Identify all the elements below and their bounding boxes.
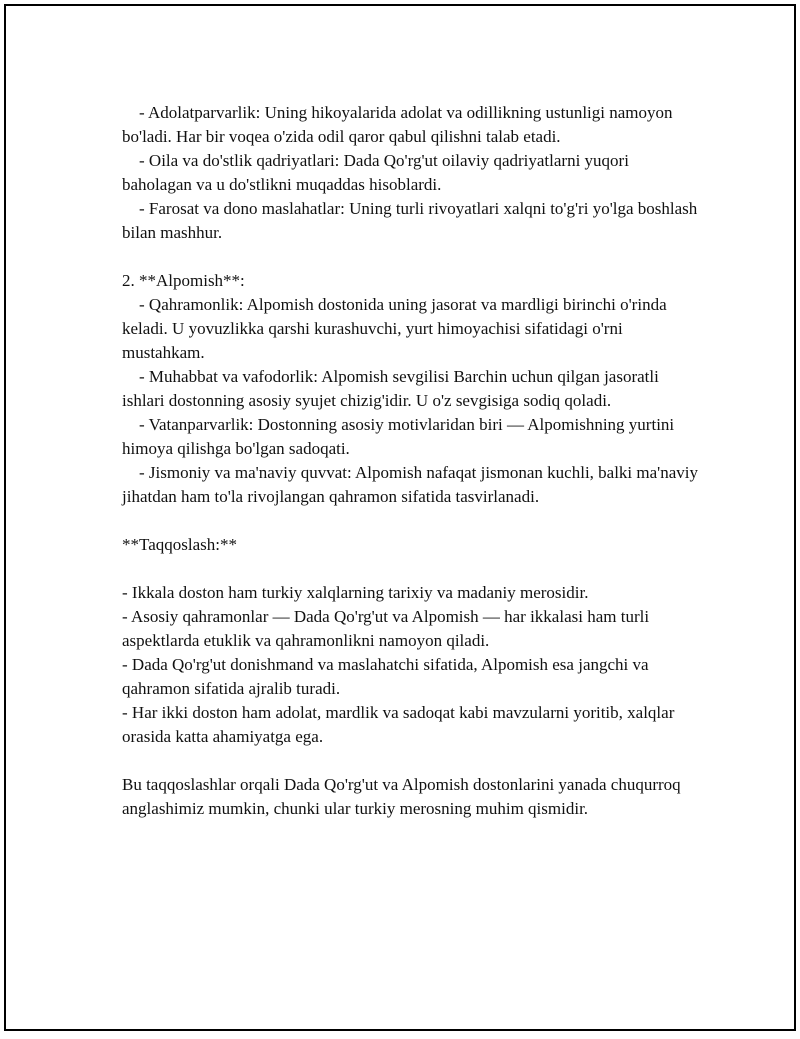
paragraph-gap <box>122 749 702 773</box>
comparison-heading: **Taqqoslash:** <box>122 535 237 554</box>
comparison-item: - Ikkala doston ham turkiy xalqlarning tarixiy va madaniy merosidir. <box>122 583 589 602</box>
section1-item: - Adolatparvarlik: Uning hikoyalarida adolat va odillikning ustunligi namoyon bo'ladi. Har bir voqea o'zida odil qaror qabul qilishni talab etadi. <box>122 103 677 146</box>
comparison-item: - Asosiy qahramonlar — Dada Qo'rg'ut va Alpomish — har ikkalasi ham turli aspektlarda etuklik va qahramonlikni namoyon qiladi. <box>122 607 654 650</box>
paragraph-gap <box>122 509 702 533</box>
section2-item: - Jismoniy va ma'naviy quvvat: Alpomish nafaqat jismonan kuchli, balki ma'naviy jihatdan ham to'la rivojlangan qahramon sifatida tasvirlanadi. <box>122 463 703 506</box>
section2-item: - Vatanparvarlik: Dostonning asosiy motivlaridan biri — Alpomishning yurtini himoya qilishga bo'lgan sadoqati. <box>122 415 679 458</box>
section1-item: - Oila va do'stlik qadriyatlari: Dada Qo'rg'ut oilaviy qadriyatlarni yuqori baholagan va u do'stlikni muqaddas hisoblardi. <box>122 151 634 194</box>
section1-item: - Farosat va dono maslahatlar: Uning turli rivoyatlari xalqni to'g'ri yo'lga boshlash bilan mashhur. <box>122 199 702 242</box>
document-body <box>122 101 702 821</box>
paragraph-gap <box>122 245 702 269</box>
section2-item: - Muhabbat va vafodorlik: Alpomish sevgilisi Barchin uchun qilgan jasoratli ishlari dostonning asosiy syujet chizig'idir. U o'z sevgisiga sodiq qoladi. <box>122 367 664 410</box>
conclusion-paragraph: Bu taqqoslashlar orqali Dada Qo'rg'ut va Alpomish dostonlarini yanada chuqurroq anglashimiz mumkin, chunki ular turkiy merosning muhim qismidir. <box>122 775 685 818</box>
comparison-item: - Har ikki doston ham adolat, mardlik va sadoqat kabi mavzularni yoritib, xalqlar orasida katta ahamiyatga ega. <box>122 703 679 746</box>
section2-heading: 2. **Alpomish**: <box>122 271 245 290</box>
comparison-item: - Dada Qo'rg'ut donishmand va maslahatchi sifatida, Alpomish esa jangchi va qahramon sifatida ajralib turadi. <box>122 655 653 698</box>
paragraph-gap <box>122 557 702 581</box>
section2-item: - Qahramonlik: Alpomish dostonida uning jasorat va mardligi birinchi o'rinda keladi. U yovuzlikka qarshi kurashuvchi, yurt himoyachisi sifatidagi o'rni mustahkam. <box>122 295 671 362</box>
document-page <box>4 4 796 1031</box>
